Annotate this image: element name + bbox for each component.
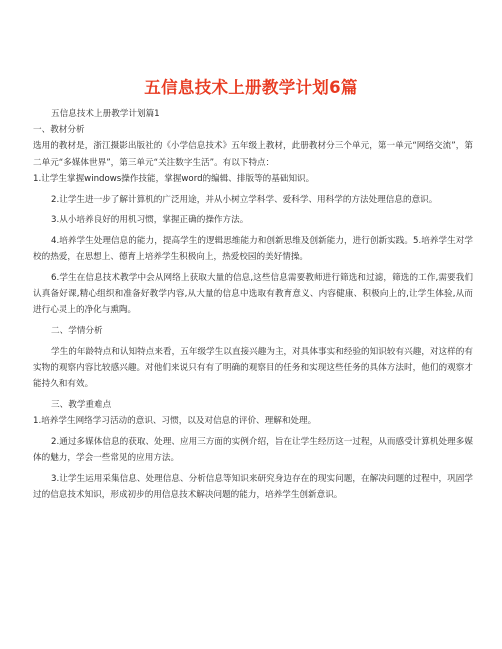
- document-body: [33, 106, 473, 507]
- section-heading: 三、教学重难点: [51, 399, 112, 410]
- list-item: 2.通过多媒体信息的获取、处理、应用三方面的实例介绍，旨在让学生经历这一过程，从而感受计算机处理多媒体的魅力，学会一些常见的应用方法。: [33, 436, 473, 463]
- paragraph: 选用的教材是，浙江摄影出版社的《小学信息技术》五年级上教材，此册教材分三个单元，第一单元“网络交流”，第二单元“多媒体世界”，第三单元“关注数字生活”。有以下特点：: [33, 141, 473, 168]
- paragraph: 学生的年龄特点和认知特点来看，五年级学生以直接兴趣为主，对具体事实和经验的知识较有兴趣，对这样的有实物的观察内容比较感兴趣。对他们来说只有有了明确的观察目的任务和实现这些任务的具体方法时，他们的观察才能持久和有效。: [33, 346, 473, 390]
- list-item: 3.从小培养良好的用机习惯，掌握正确的操作方法。: [51, 215, 249, 226]
- list-item: 6.学生在信息技术教学中会从网络上获取大量的信息,这些信息需要教师进行筛选和过滤，筛选的工作,需要我们认真备好课,精心组织和准备好教学内容,从大量的信息中选取有教育意义、内容健康、积极向上的,让学生体验,从而进行心灵上的净化与熏陶。: [33, 272, 473, 316]
- list-item: 4.培养学生处理信息的能力，提高学生的逻辑思维能力和创新思维及创新能力，进行创新实践。5.培养学生对学校的热爱，在思想上、德育上培养学生积极向上，热爱校园的美好情操。: [33, 235, 473, 263]
- list-item: 2.让学生进一步了解计算机的广泛用途，并从小树立学科学、爱科学、用科学的方法处理信息的意识。: [51, 194, 438, 205]
- section-heading: 二、学情分析: [51, 325, 103, 336]
- section-heading: 五信息技术上册教学计划篇1: [51, 109, 160, 119]
- list-item: 1.让学生掌握windows操作技能，掌握word的编辑、排版等的基础知识。: [33, 173, 315, 184]
- list-item: 3.让学生运用采集信息、处理信息、分析信息等知识来研究身边存在的现实问题，在解决问题的过程中，巩固学过的信息技术知识，形成初步的用信息技术解决问题的能力，培养学生创新意识。: [33, 473, 473, 500]
- document-title: 五信息技术上册教学计划6篇: [144, 78, 358, 97]
- list-item: 1.培养学生网络学习活动的意识、习惯，以及对信息的评价、理解和处理。: [33, 415, 317, 426]
- section-heading: 一、教材分析: [33, 125, 85, 136]
